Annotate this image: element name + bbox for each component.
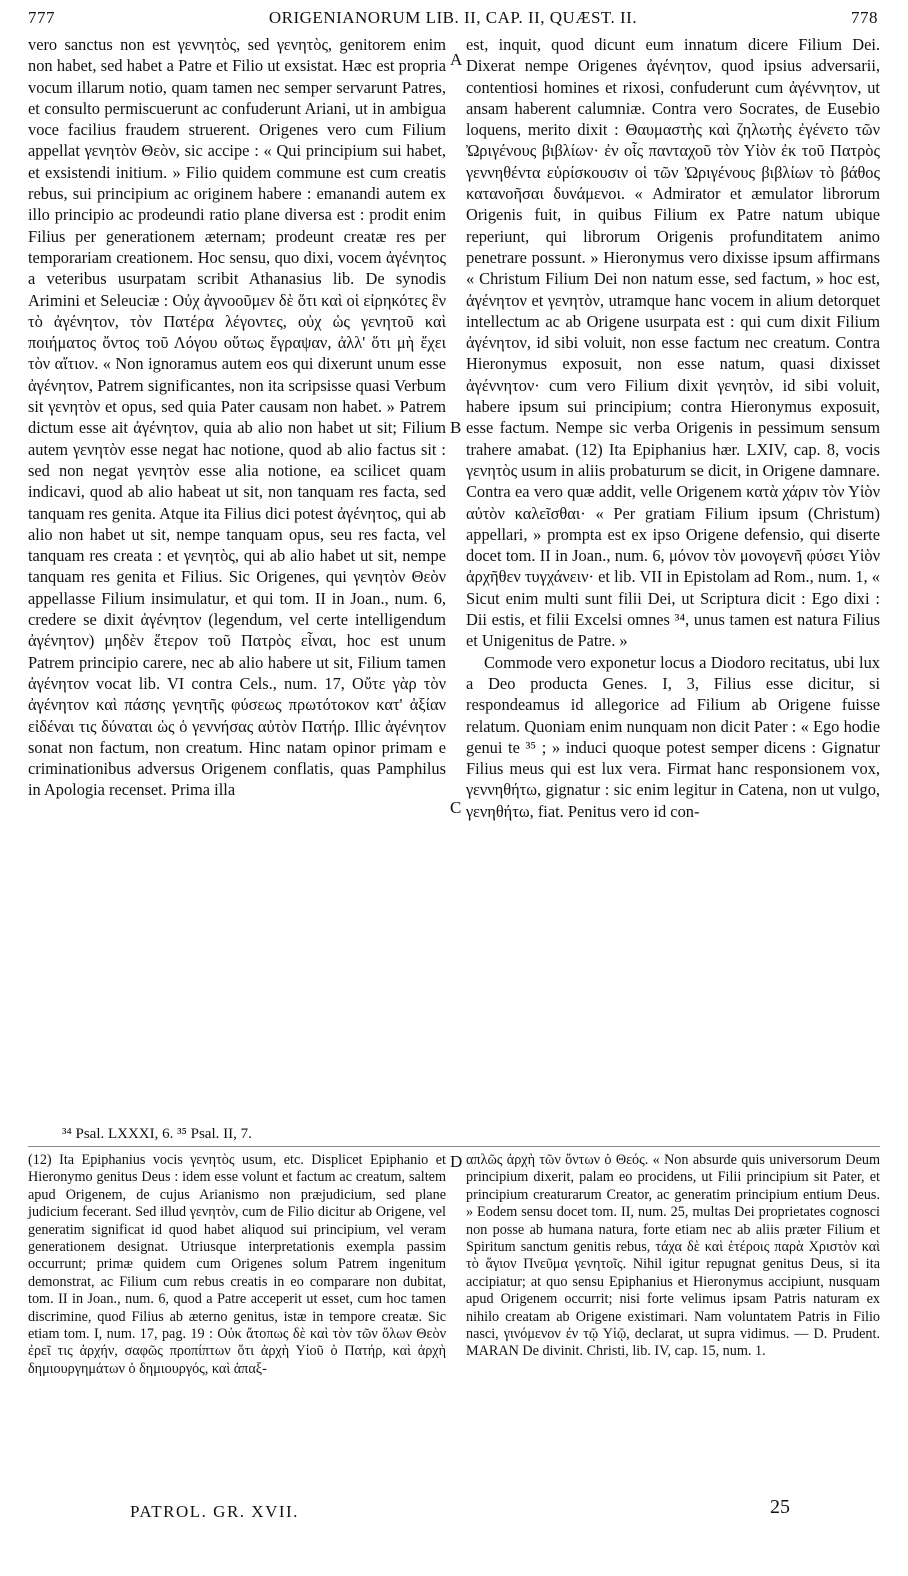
margin-letter-a: A	[450, 50, 463, 69]
footnote-references: ³⁴ Psal. LXXXI, 6. ³⁵ Psal. II, 7.	[62, 1126, 252, 1142]
running-title: ORIGENIANORUM LIB. II, CAP. II, QUÆST. II.	[268, 8, 638, 27]
margin-letter-d: D	[450, 1152, 463, 1171]
note-paragraph: (12) Ita Epiphanius vocis γενητὸς usum, etc. Displicet Epiphanio et Hieronymo genitus Deus : idem esse volunt et factum ac creatum, saltem apud Origenem, de cujus Arianismo non præjudicium, sed plane judicium fecerant. Sed illud γενητὸν, cum de Filio dicitur ab Origene, vel generatim significat id quod habet aliquod sui principium, vel veram generationem designat. Utriusque interpretationis exempla passim occurrunt; primæ quidem cum Origenes solum Patrem ingenitum demonstrat, ac Filium cum rebus creatis in eo comparare non dubitat, tom. II in Joan., num. 6, quod a Patre acceperit ut esset, cum hoc tamen discrimine, quod Filius ab æterno genitus, istæ in tempore creatæ. Sic etiam tom. I, num. 17, pag. 19 : Οὐκ ἄτοπως δὲ καὶ τὸν τῶν ὅλων Θεὸν ἐρεῖ τις ἀρχήν, σαφῶς προπίπτων ὅτι ἀρχὴ Υἱοῦ ὁ Πατήρ, καὶ ἀρχὴ δημιουργημάτων ὁ δημιουργός, καὶ ἁπαξ-	[28, 1152, 446, 1377]
series-signature: PATROL. GR. XVII.	[130, 1502, 299, 1521]
paragraph: est, inquit, quod dicunt eum innatum dicere Filium Dei. Dixerat nempe Origenes ἀγένητον, quod ipsius adversarii, contentiosi homines et rixosi, confuderunt cum ἀγέννητον, ut ansam haberent calumniæ. Contra vero Socrates, de Eusebio loquens, merito dixit : Θαυμαστὴς καὶ ζηλωτὴς ἐγένετο τῶν Ὠριγένους βιβλίων· ἐν οἷς πανταχοῦ τὸν Υἱὸν ἐκ τοῦ Πατρὸς γεννηθέντα εὑρίσκουσιν οἱ τῶν Ὠριγένους βιβλίων τὸ βάθος κατανοῆσαι δυνάμενοι. « Admirator et æmulator librorum Origenis fuit, in quibus Filium ex Patre natum ubique reperiunt, qui librorum Origenis profunditatem animo penetrare possunt. » Hieronymus vero dixisse ipsum affirmans « Christum Filium Dei non natum esse, sed factum, » hoc est, ἀγένητον et γενητὸν, utramque hanc vocem in alium detorquet intellectum ac ab Origene usurpata est : qui cum dixit Filium ἀγένητον, id sibi voluit, non esse factum nec creatum. Contra Hieronymus exposuit, non esse natum, quasi dixisset ἀγέννητον· cum vero Filium dixit γενητὸν, id sibi voluit, habere ipsum sui principium; contra Hieronymus exposuit, esse factum. Nempe sic verba Origenis in pessimum sensum trahere amabat. (12) Ita Epiphanius hær. LXIV, cap. 8, vocis γενητὸς usum in aliis probaturum se dicit, in Origene damnare. Contra ea vero quæ addit, velle Origenem κατὰ χάριν τὸν Υἱὸν αὐτὸν καλεῖσθαι· « Per gratiam Filium ipsum (Christum) appellari, » prompta est ex ipso Origene defensio, qui diserte docet tom. II in Joan., num. 6, μόνον τὸν μονογενῆ φύσει Υἱὸν ἀρχῆθεν τυγχάνειν· et lib. VII in Epistolam ad Rom., num. 1, « Sicut enim multi sunt filii Dei, ut Scriptura dicit : Ego dixi : Dii estis, et filii Excelsi omnes ³⁴, unus tamen est natura Filius et Unigenitus de Patre. »	[466, 35, 880, 651]
notes-left-column	[28, 1152, 446, 1378]
page-number-right: 778	[851, 8, 878, 27]
margin-letter-b: B	[450, 418, 462, 437]
note-paragraph: απλῶς ἀρχὴ τῶν ὄντων ὁ Θεός. « Non absurde quis universorum Deum principium dixerit, palam eo procidens, ut Filii principium sit Pater, et principium creaturarum Creator, ac generatim principium entium Deus. » Eodem sensu docet tom. II, num. 25, multas Dei proprietates cognosci non posse ab humana natura, forte etiam nec ab aliis præter Filium et Spiritum sanctum genitis rebus, τάχα δὲ καὶ ἑτέροις παρὰ Χριστὸν καὶ τὸ ἅγιον Πνεῦμα γενητοῖς. Nihil igitur repugnat genitus Deus, si ita accipiatur; at quo sensu Epiphanius et Hieronymus accipiunt, nusquam apud Origenem occurrit; nisi forte velimus ipsam Patris naturam ex nihilo creatam ab Origene existimari. Nam voluntatem Patris in Filio nasci, γινόμενον ἐν τῷ Υἱῷ, declarat, ut supra vidimus. — D. Prudent. MARAN De divinit. Christi, lib. IV, cap. 15, num. 1.	[466, 1152, 880, 1360]
notes-right-column	[466, 1152, 880, 1361]
signature-number: 25	[770, 1496, 790, 1518]
paragraph: vero sanctus non est γεννητὸς, sed γενητὸς, genitorem enim non habet, sed habet a Patre et Filio ut exsistat. Hæc est propria vocum illarum notio, quam tamen nec semper servarunt Patres, et consulto permiscuerunt ac confuderunt Ariani, ut in ambigua voce facilius fraudem struerent. Origenes vero cum Filium appellat γενητὸν Θεὸν, sic accipe : « Qui principium sui habet, et exsistendi initium. » Filio quidem commune est cum creatis rebus, sui principium ac originem habere : emanandi autem ex illo principio ac prodeundi ratio plane diversa est : prodit enim Filius per generationem æternam; prodeunt creatæ res per temporariam creationem. Hoc sensu, quo dixi, vocem ἀγένητος a veteribus usurpatam scribit Athanasius lib. De synodis Arimini et Seleuciæ : Οὐχ ἀγνοοῦμεν δὲ ὅτι καὶ οἱ εἰρηκότες ἓν τὸ ἀγένητον, τὸν Πατέρα λέγοντες, οὐχ ὡς γενητοῦ καὶ ποιήματος ὄντος τοῦ Λόγου οὕτως ἔγραψαν, ἀλλ' ὅτι μὴ ἔχει τὸν αἴτιον. « Non ignoramus autem eos qui dixerunt unum esse ἀγένητον, Patrem significantes, non ita scripsisse quasi Verbum sit γενητὸν et opus, sed quia Pater causam non habet. » Patrem dictum esse ait ἀγένητον, quia ab alio non habet ut sit; Filium autem γενητὸν esse negat hac notione, quod ab alio factus sit : sed non negat γενητὸν esse alia notione, ea scilicet quam indicavi, quod ab alio habeat ut sit, non tanquam res facta, sed tanquam res genita. Atque ita Filius dici potest ἀγένητος, qui ab alio non habet ut sit, nempe tanquam opus, seu res facta, vel tanquam res creata : et γενητὸς, qui ab alio habet ut sit, nempe tanquam res genita et Filius. Sic Origenes, qui γενητὸν Θεὸν appellasse Filium insimulatur, et qui tom. II in Joan., num. 6, credere se dixit ἀγένητον (legendum, vel certe intelligendum ἀγένητον) μηδὲν ἕτερον τοῦ Πατρὸς εἶναι, hoc est unum Patrem principio carere, nec ab alio habere ut sit, Filium tamen ἀγένητον vocat lib. VI contra Cels., num. 17, Οὔτε γὰρ τὸν ἀγένητον καὶ πάσης γενητῆς φύσεως πρωτότοκον κατ' ἀξίαν εἰδέναι τις δύναται ὡς ὁ γεννήσας αὐτὸν Πατήρ. Illic ἀγένητον sonat non factum, non creatum. Hinc natam opinor primam e criminationibus adversus Origenem conflatis, quas Pamphilus in Apologia recenset. Prima illa	[28, 35, 446, 800]
paragraph: Commode vero exponetur locus a Diodoro recitatus, ubi lux a Deo producta Genes. I, 3, Filius esse dicitur, si respondeamus id allegorice ad Filium ab Origene fuisse relatum. Quoniam enim nunquam non dicit Pater : « Ego hodie genui te ³⁵ ; » induci quoque potest semper dicens : Gignatur Filius meus qui est lux vera. Firmat hanc responsionem vox, γεννηθήτω, gignatur : sic enim legitur in Catena, non ut vulgo, γενηθήτω, fiat. Penitus vero id con-	[466, 652, 880, 821]
running-header	[28, 8, 878, 32]
notes-divider	[28, 1146, 880, 1147]
page-number-left: 777	[28, 8, 55, 27]
main-text-left-column	[28, 34, 446, 801]
main-text-right-column	[466, 34, 880, 822]
margin-letter-c: C	[450, 798, 462, 817]
